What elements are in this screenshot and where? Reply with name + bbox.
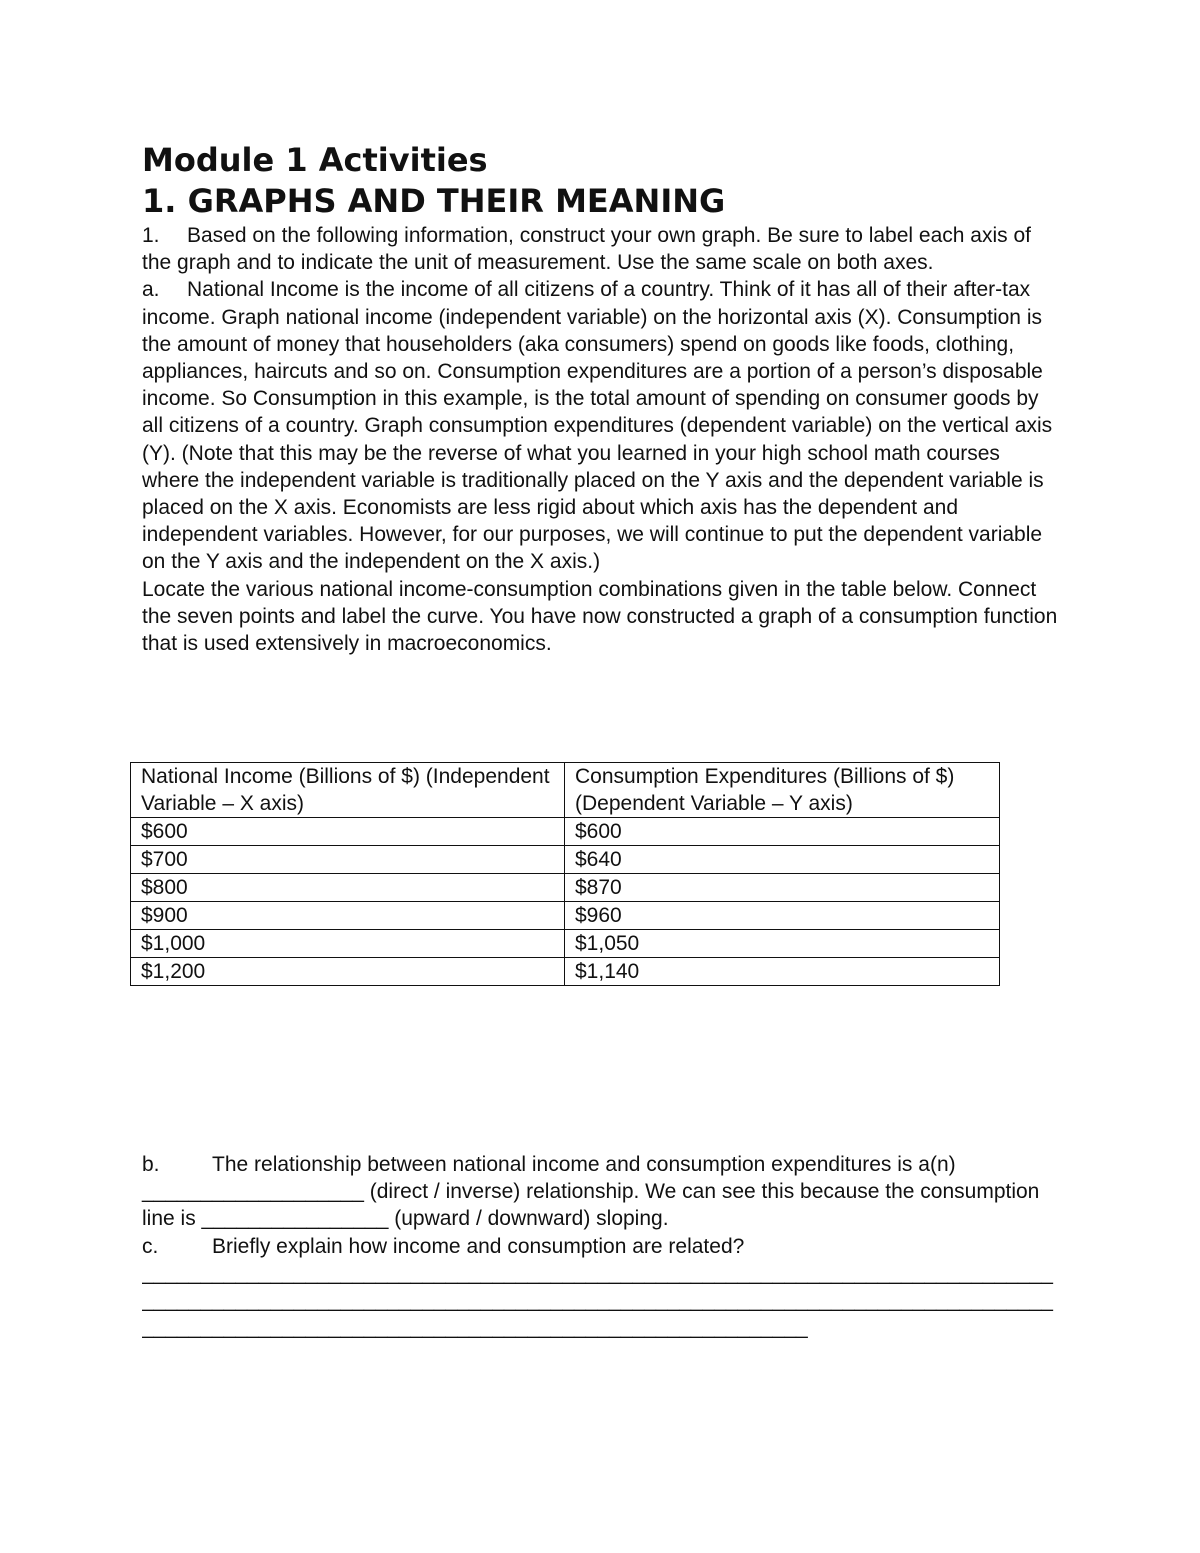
answer-line[interactable]: _________________________________________________________ <box>142 1316 808 1340</box>
section-title: 1. GRAPHS AND THEIR MEANING <box>142 182 726 220</box>
table-cell-income: $1,000 <box>131 930 565 958</box>
table-cell-consumption: $1,140 <box>565 958 1000 986</box>
part-c-letter: c. <box>142 1234 159 1258</box>
part-b-blank-1[interactable]: ___________________ <box>142 1180 364 1204</box>
module-title: Module 1 Activities <box>142 141 488 179</box>
part-b-text <box>142 1151 1062 1233</box>
part-a-description: National Income is the income of all citizens of a country. Think of it has all of their after-tax income. Graph national income (independent variable) on the horizontal axis (X). Consumption is the amount of money that householders (aka consumers) spend on goods like foods, clothing, appliances, haircuts and so on. Consumption expenditures are a portion of a person’s disposable income. So Consumption in this example, is the total amount of spending on consumer goods by all citizens of a country. Graph consumption expenditures (dependent variable) on the vertical axis (Y). (Note that this may be the reverse of what you learned in your high school math courses where the independent variable is traditionally placed on the Y axis and the dependent variable is placed on the X axis. Economists are less rigid about which axis has the dependent and independent variables. However, for our purposes, we will continue to put the dependent variable on the Y axis and the independent on the X axis.) <box>142 278 1053 574</box>
part-a-letter: a. <box>142 278 160 302</box>
parts-b-c <box>142 1151 1062 1341</box>
table-cell-income: $1,200 <box>131 958 565 986</box>
table-row <box>131 846 1000 874</box>
income-consumption-table <box>130 762 1000 986</box>
question-1-text <box>142 222 1062 276</box>
table-cell-consumption: $600 <box>565 818 1000 846</box>
table-cell-income: $600 <box>131 818 565 846</box>
question-1-number: 1. <box>142 224 160 247</box>
table-row <box>131 818 1000 846</box>
part-a-text <box>142 276 1062 575</box>
part-b-letter: b. <box>142 1153 160 1176</box>
header-national-income: National Income (Billions of $) (Independent Variable – X axis) <box>131 763 565 818</box>
table-row <box>131 958 1000 986</box>
table-header-row <box>131 763 1000 818</box>
income-consumption-table-wrap <box>130 762 1000 986</box>
table-cell-consumption: $960 <box>565 902 1000 930</box>
question-1 <box>142 222 1062 657</box>
question-1-instructions: Based on the following information, construct your own graph. Be sure to label each axis of the graph and to indicate the unit of measurement. Use the same scale on both axes. <box>142 224 1031 275</box>
answer-line[interactable]: ______________________________________________________________________________ <box>142 1261 1053 1285</box>
part-c-text <box>142 1233 1062 1260</box>
worksheet-body <box>142 140 1062 657</box>
table-cell-income: $900 <box>131 902 565 930</box>
table-row <box>131 902 1000 930</box>
part-b-blank-2[interactable]: ________________ <box>201 1207 389 1231</box>
part-b-line1: The relationship between national income and consumption expenditures is a(n) <box>212 1153 956 1176</box>
table-cell-consumption: $640 <box>565 846 1000 874</box>
table-row <box>131 930 1000 958</box>
answer-line[interactable]: ______________________________________________________________________________ <box>142 1289 1053 1313</box>
part-c-question: Briefly explain how income and consumption are related? <box>212 1234 745 1258</box>
table-cell-consumption: $870 <box>565 874 1000 902</box>
table-cell-income: $700 <box>131 846 565 874</box>
part-b-line3: (upward / downward) sloping. <box>388 1207 669 1231</box>
part-b-line2: (direct / inverse) relationship. We can see this because the consumption line is <box>142 1180 1040 1231</box>
table-cell-consumption: $1,050 <box>565 930 1000 958</box>
table-cell-income: $800 <box>131 874 565 902</box>
header-consumption: Consumption Expenditures (Billions of $) (Dependent Variable – Y axis) <box>565 763 1000 818</box>
part-a-instruction: Locate the various national income-consumption combinations given in the table below. Connect the seven points and label the curve. You have now constructed a graph of a consumption function that is used extensively in macroeconomics. <box>142 577 1058 656</box>
table-row <box>131 874 1000 902</box>
